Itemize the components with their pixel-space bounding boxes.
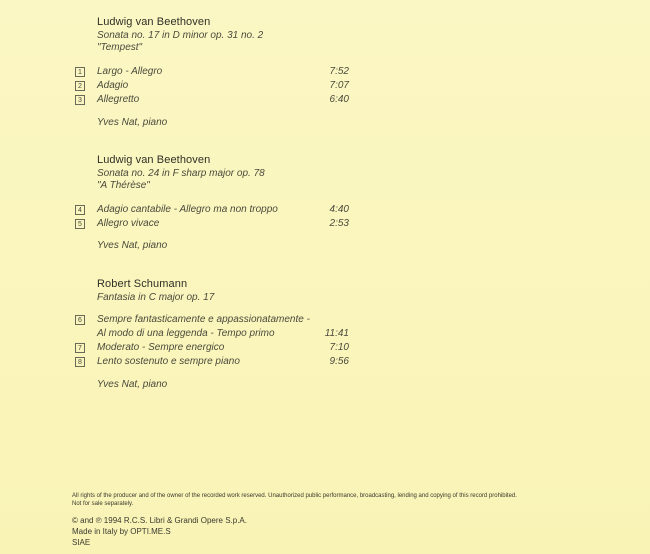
track-number: 2	[75, 81, 85, 91]
copyright-line: © and ℗ 1994 R.C.S. Libri & Grandi Opere S.p.A.	[72, 516, 247, 525]
track-row	[0, 94, 650, 108]
track-title: Moderato - Sempre energico	[97, 342, 225, 353]
track-row	[0, 80, 650, 94]
track-number: 4	[75, 205, 85, 215]
legal-notice-line: Not for sale separately.	[72, 501, 134, 507]
siae-line: SIAE	[72, 538, 91, 547]
legal-notice-line: All rights of the producer and of the owner of the recorded work reserved. Unauthorized public performance, broadcasting, lending and copying of this record prohibited.	[72, 493, 517, 499]
track-title: Allegro vivace	[97, 218, 160, 229]
track-duration: 2:53	[329, 218, 349, 229]
track-title: Adagio	[97, 80, 129, 91]
track-duration: 11:41	[324, 328, 349, 339]
track-title: Sempre fantasticamente e appassionatamente -	[97, 314, 310, 325]
performer: Yves Nat, piano	[97, 240, 168, 251]
work-title: Fantasia in C major op. 17	[97, 292, 215, 303]
work-title: Sonata no. 24 in F sharp major op. 78	[97, 168, 265, 179]
track-row	[0, 66, 650, 80]
track-title: Lento sostenuto e sempre piano	[97, 356, 240, 367]
track-number: 7	[75, 343, 85, 353]
track-duration: 7:52	[329, 66, 349, 77]
track-row	[0, 342, 650, 356]
work-title: Sonata no. 17 in D minor op. 31 no. 2	[97, 30, 264, 41]
track-row	[0, 356, 650, 370]
work-subtitle: "A Thérèse"	[97, 180, 150, 191]
track-title: Allegretto	[97, 94, 140, 105]
track-title: Largo - Allegro	[97, 66, 163, 77]
track-duration: 9:56	[329, 356, 349, 367]
performer: Yves Nat, piano	[97, 379, 168, 390]
composer-name: Ludwig van Beethoven	[97, 16, 211, 28]
track-duration: 4:40	[329, 204, 349, 215]
composer-name: Ludwig van Beethoven	[97, 154, 211, 166]
track-number: 1	[75, 67, 85, 77]
track-row	[0, 314, 650, 328]
track-number: 6	[75, 315, 85, 325]
track-duration: 7:07	[329, 80, 349, 91]
track-row	[0, 204, 650, 218]
track-title-continued: Al modo di una leggenda - Tempo primo	[97, 328, 275, 339]
track-number: 5	[75, 219, 85, 229]
track-duration: 6:40	[329, 94, 349, 105]
track-row	[0, 328, 650, 342]
work-subtitle: "Tempest"	[97, 42, 143, 53]
manufacturer-line: Made in Italy by OPTI.ME.S	[72, 527, 171, 536]
track-number: 8	[75, 357, 85, 367]
performer: Yves Nat, piano	[97, 117, 168, 128]
legal-notice	[72, 492, 592, 508]
track-duration: 7:10	[329, 342, 349, 353]
composer-name: Robert Schumann	[97, 278, 188, 290]
track-row	[0, 218, 650, 232]
track-number: 3	[75, 95, 85, 105]
track-title: Adagio cantabile - Allegro ma non troppo	[97, 204, 278, 215]
